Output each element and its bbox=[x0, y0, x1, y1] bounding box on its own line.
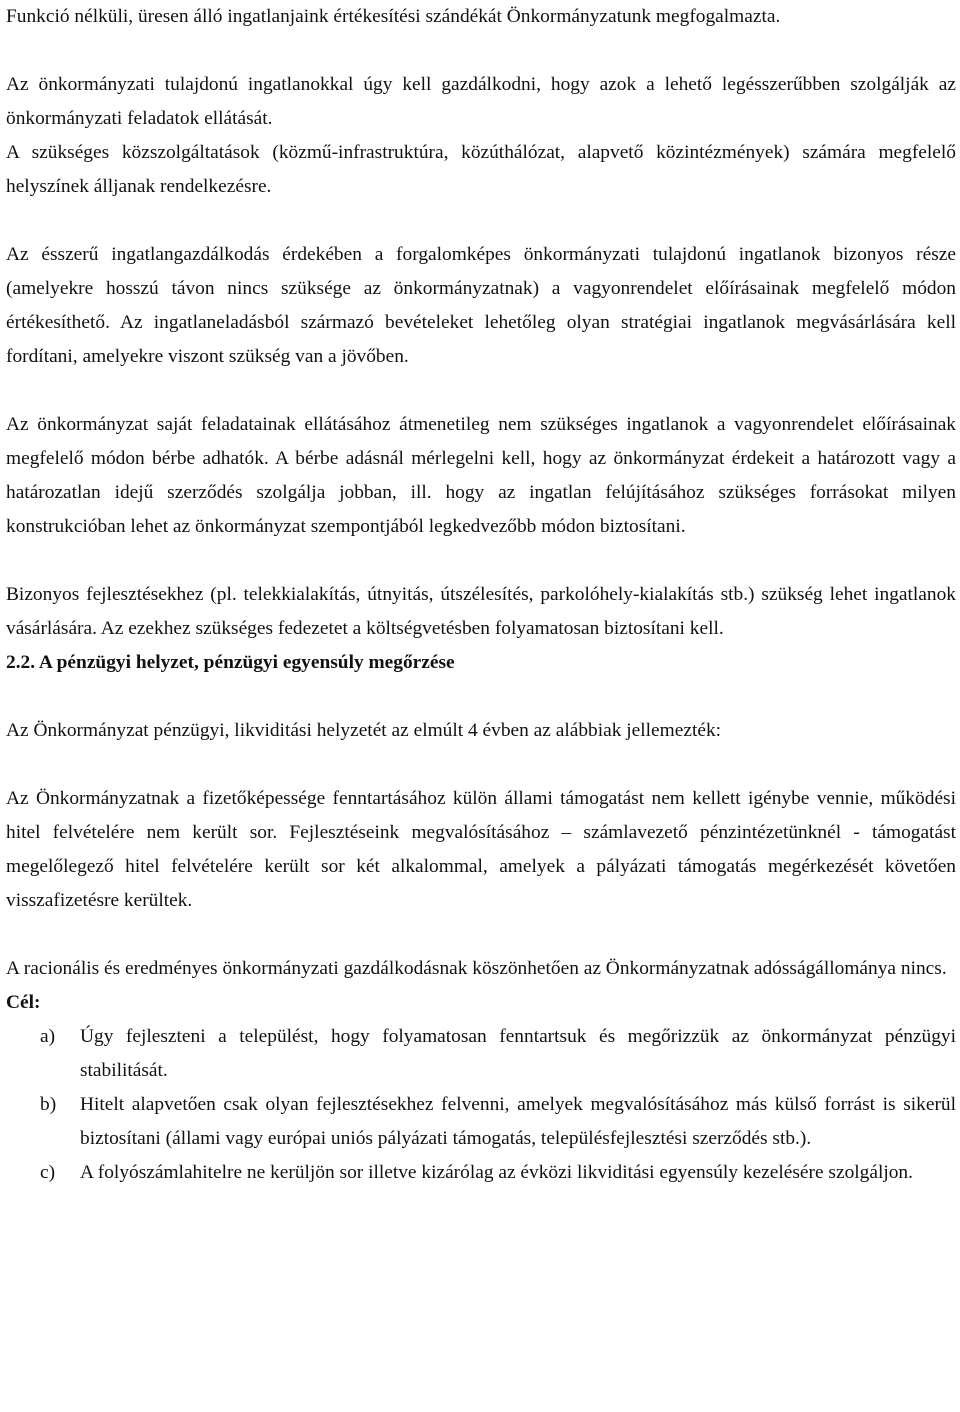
paragraph-developments: Bizonyos fejlesztésekhez (pl. telekkialakítás, útnyitás, útszélesítés, parkolóhely-kialakítás stb.) szükség lehet ingatlanok vásárlására. Az ezekhez szükséges fedezetet a költségvetésben folyamatosan biztosítani kell. bbox=[6, 584, 956, 639]
paragraph-solvency: Az Önkormányzatnak a fizetőképessége fenntartásához külön állami támogatást nem kellett igénybe vennie, működési hitel felvételére nem került sor. Fejlesztéseink megvalósításához – számlavezető pénzintézetünknél - támogatást megelőlegező hitel felvételére került sor két alkalommal, amelyek a pályázati támogatás megérkezését követően visszafizetésre kerültek. bbox=[6, 788, 956, 911]
paragraph-financial-situation: Az Önkormányzat pénzügyi, likviditási helyzetét az elmúlt 4 évben az alábbiak jellemezték: bbox=[6, 720, 722, 741]
goals-title: Cél: bbox=[6, 992, 41, 1013]
list-marker: b) bbox=[40, 1094, 57, 1115]
list-marker: c) bbox=[40, 1162, 56, 1183]
paragraph-public-services: A szükséges közszolgáltatások (közmű-infrastruktúra, közúthálózat, alapvető közintézmények) számára megfelelő helyszínek álljanak rendelkezésre. bbox=[6, 142, 956, 197]
list-item bbox=[6, 1156, 956, 1190]
list-marker: a) bbox=[40, 1026, 56, 1047]
paragraph-rational-management: Az ésszerű ingatlangazdálkodás érdekében a forgalomképes önkormányzati tulajdonú ingatlanok bizonyos része (amelyekre hosszú távon nincs szüksége az önkormányzatnak) a vagyonrendelet előírásainak megfelelő módon értékesíthető. Az ingatlaneladásból származó bevételeket lehetőleg olyan stratégiai ingatlanok megvásárlására kell fordítani, amelyekre viszont szükség van a jövőben. bbox=[6, 244, 956, 367]
list-item-text: A folyószámlahitelre ne kerüljön sor illetve kizárólag az évközi likviditási egyensúly kezelésére szolgáljon. bbox=[80, 1162, 913, 1183]
paragraph-no-debt: A racionális és eredményes önkormányzati gazdálkodásnak köszönhetően az Önkormányzatnak adósságállománya nincs. bbox=[6, 958, 947, 979]
paragraph-property-management: Az önkormányzati tulajdonú ingatlanokkal úgy kell gazdálkodni, hogy azok a lehető legésszerűbben szolgálják az önkormányzati feladatok ellátását. bbox=[6, 74, 956, 129]
paragraph-property-sale-intent: Funkció nélküli, üresen álló ingatlanjaink értékesítési szándékát Önkormányzatunk megfogalmazta. bbox=[6, 6, 781, 27]
paragraph-leasing: Az önkormányzat saját feladatainak ellátásához átmenetileg nem szükséges ingatlanok a vagyonrendelet előírásainak megfelelő módon bérbe adhatók. A bérbe adásnál mérlegelni kell, hogy az önkormányzat érdekeit a határozott vagy a határozatlan idejű szerződés szolgálja jobban, ill. hogy az ingatlan felújításához szükséges forrásokat milyen konstrukcióban lehet az önkormányzat szempontjából legkedvezőbb módon biztosítani. bbox=[6, 414, 956, 537]
list-item-text: Hitelt alapvetően csak olyan fejlesztésekhez felvenni, amelyek megvalósításához más külső forrást is sikerül biztosítani (állami vagy európai uniós pályázati támogatás, településfejlesztési szerződés stb.). bbox=[80, 1094, 956, 1149]
goals-list bbox=[6, 1020, 956, 1190]
list-item-text: Úgy fejleszteni a települést, hogy folyamatosan fenntartsuk és megőrizzük az önkormányzat pénzügyi stabilitását. bbox=[80, 1026, 956, 1081]
list-item bbox=[6, 1020, 956, 1088]
section-heading: 2.2. A pénzügyi helyzet, pénzügyi egyensúly megőrzése bbox=[6, 652, 455, 673]
list-item bbox=[6, 1088, 956, 1156]
